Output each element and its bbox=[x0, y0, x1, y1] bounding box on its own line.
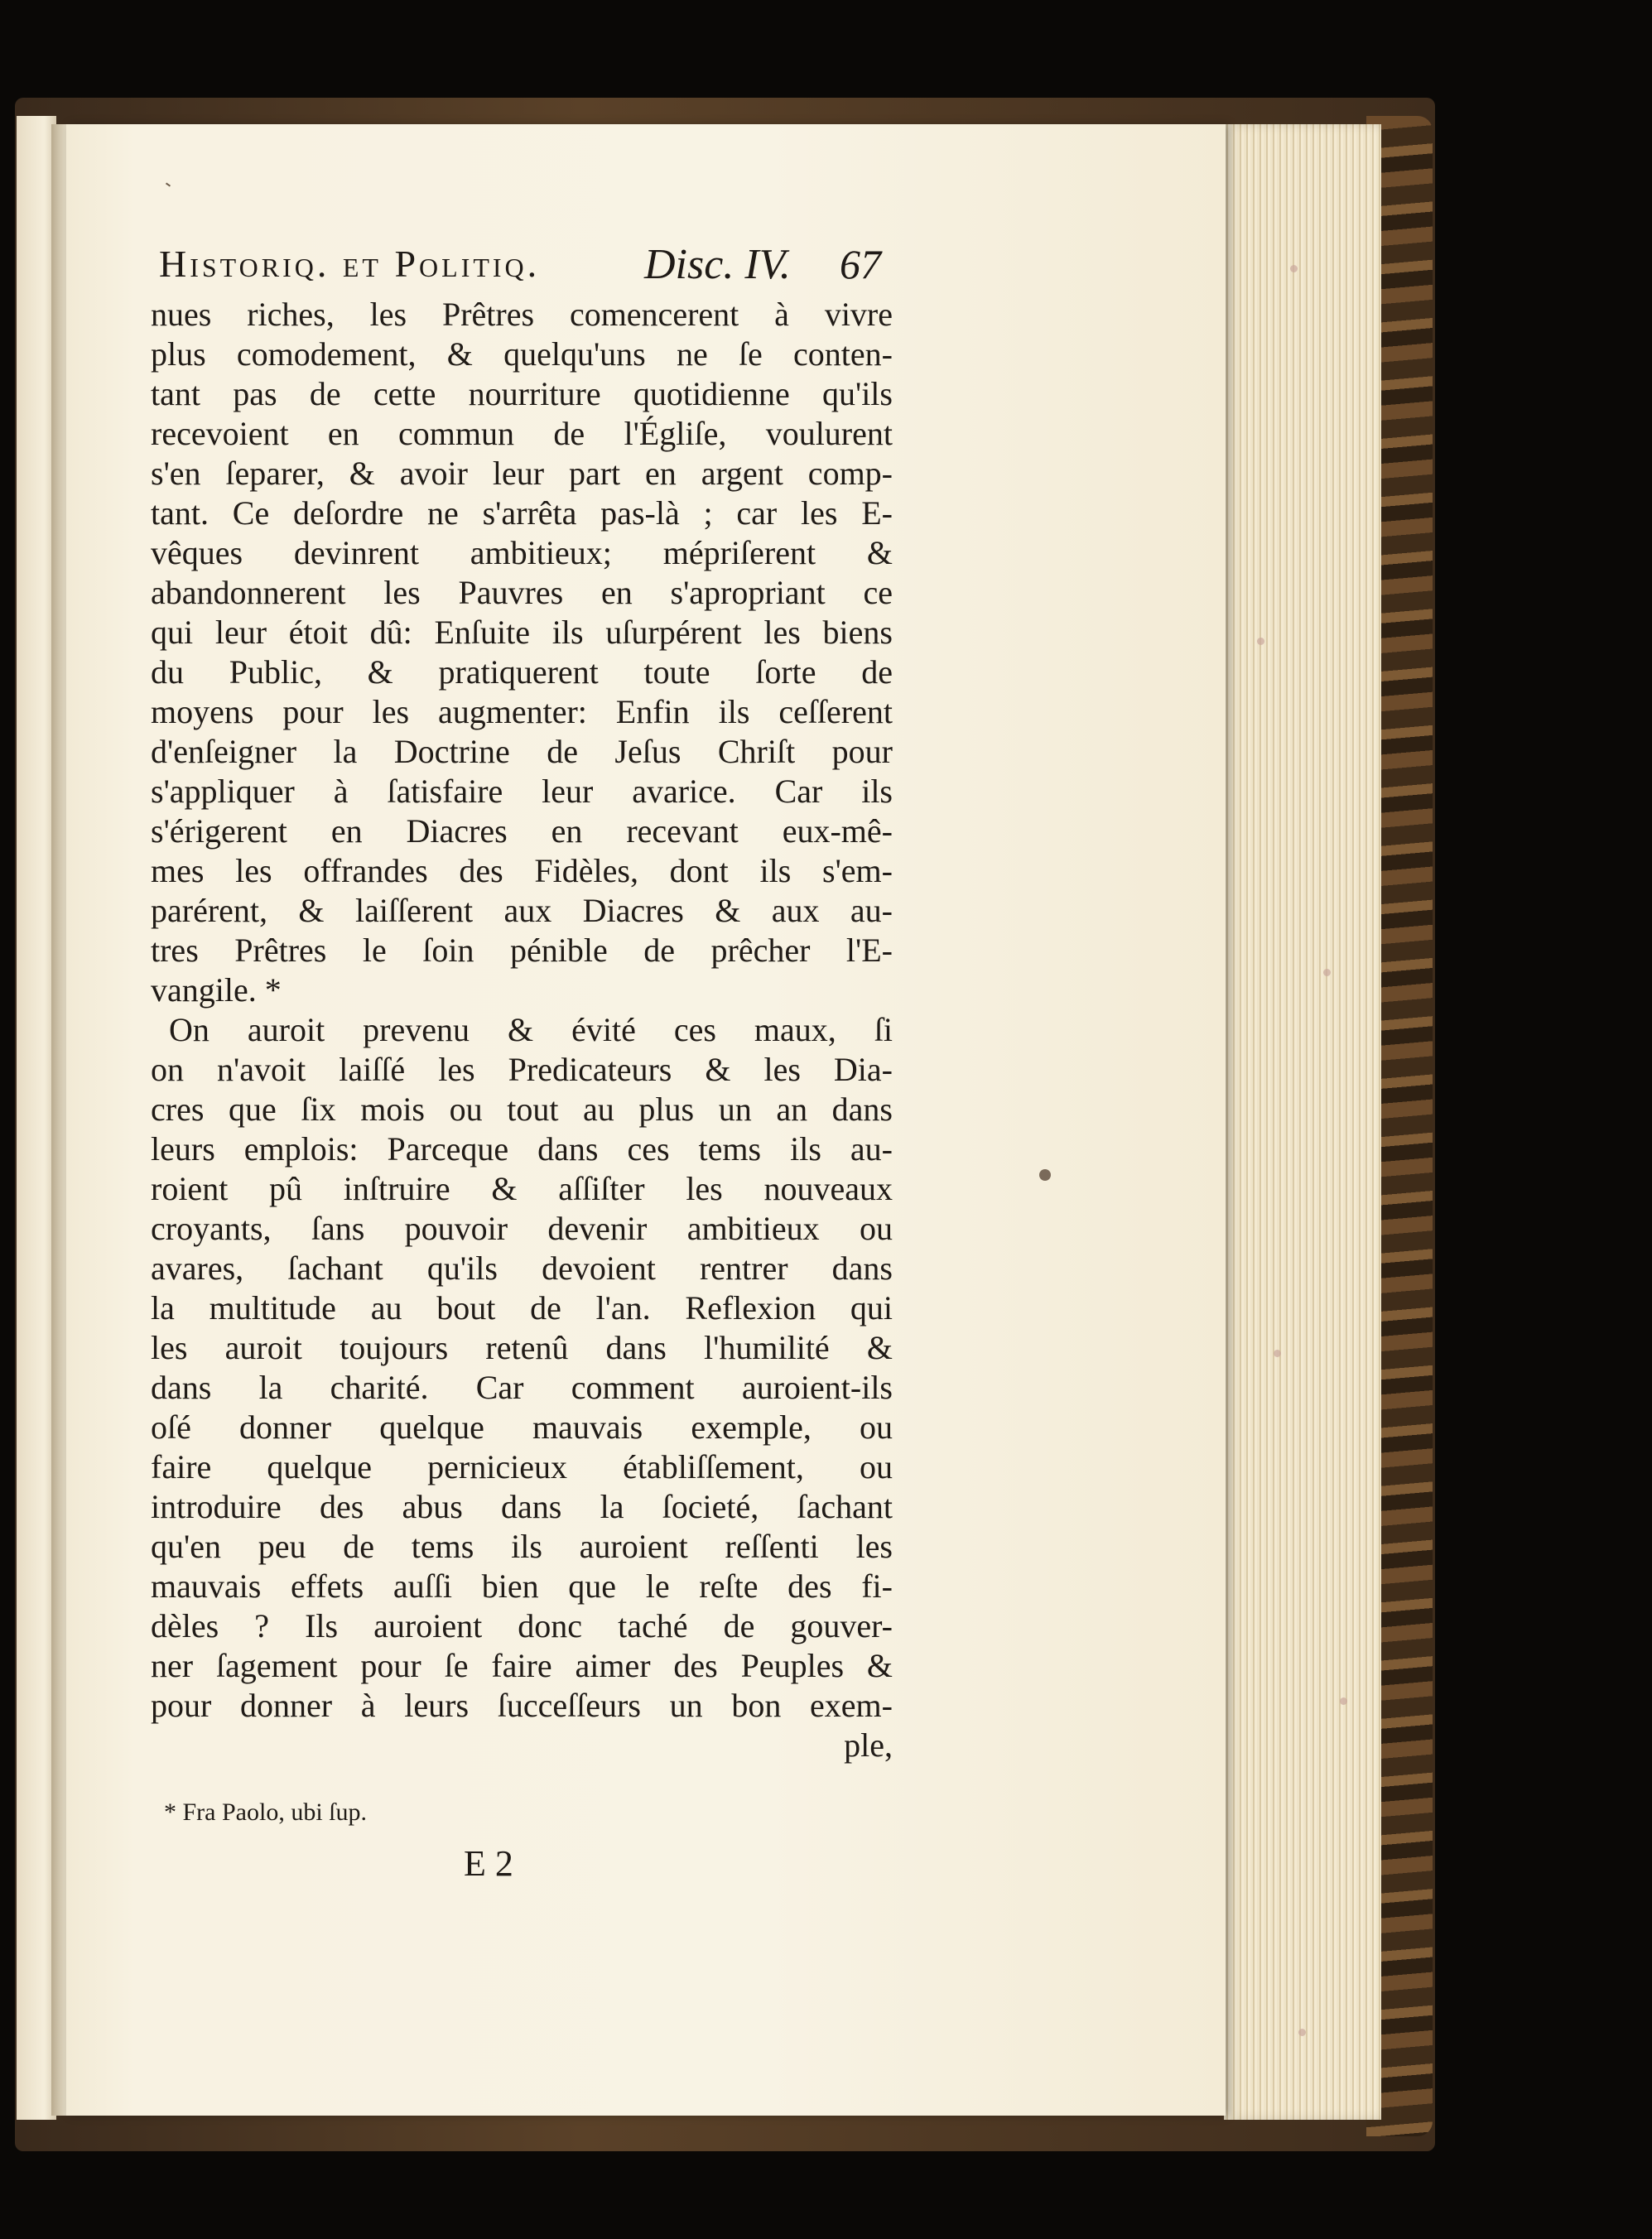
text-line: dèles ? Ils auroient donc taché de gouver- bbox=[151, 1607, 893, 1644]
signature-mark: E 2 bbox=[464, 1843, 513, 1884]
chapter-label: Disc. IV. bbox=[644, 241, 791, 288]
foxing-spot bbox=[1340, 1697, 1347, 1705]
text-line: vêques devinrent ambitieux; mépriſerent & bbox=[151, 534, 893, 571]
text-line: On auroit prevenu & évité ces maux, ſi bbox=[169, 1011, 893, 1048]
text-line: moyens pour les augmenter: Enfin ils ceſſerent bbox=[151, 693, 893, 730]
text-line: tant pas de cette nourriture quotidienne qu'ils bbox=[151, 375, 893, 412]
text-line: les auroit toujours retenû dans l'humilité & bbox=[151, 1329, 893, 1366]
text-line: s'en ſeparer, & avoir leur part en argent comp- bbox=[151, 455, 893, 492]
text-line: s'érigerent en Diacres en recevant eux-mê- bbox=[151, 812, 893, 850]
text-line: abandonnerent les Pauvres en s'apropriant ce bbox=[151, 574, 893, 611]
text-line: recevoient en commun de l'Égliſe, voulurent bbox=[151, 415, 893, 452]
text-line: s'appliquer à ſatisfaire leur avarice. Car ils bbox=[151, 773, 893, 810]
text-line: roient pû inſtruire & aſſiſter les nouveaux bbox=[151, 1170, 893, 1207]
text-line: mauvais effets auſſi bien que le reſte des fi- bbox=[151, 1567, 893, 1605]
foxing-spot bbox=[1257, 638, 1264, 645]
text-line: croyants, ſans pouvoir devenir ambitieux ou bbox=[151, 1210, 893, 1247]
text-line: on n'avoit laiſſé les Predicateurs & les Dia- bbox=[151, 1051, 893, 1088]
text-line: ner ſagement pour ſe faire aimer des Peuples & bbox=[151, 1647, 893, 1684]
text-line: ple, bbox=[844, 1726, 893, 1764]
running-title: Historiq. et Politiq. bbox=[159, 243, 541, 285]
text-line: mes les offrandes des Fidèles, dont ils s'em- bbox=[151, 852, 893, 889]
text-line: vangile. * bbox=[151, 971, 282, 1009]
facing-page-edge bbox=[17, 116, 56, 2120]
text-line: parérent, & laiſſerent aux Diacres & aux au- bbox=[151, 892, 893, 929]
text-line: faire quelque pernicieux établiſſement, ou bbox=[151, 1448, 893, 1485]
page-edges bbox=[1224, 124, 1381, 2120]
text-line: leurs emplois: Parceque dans ces tems ils au- bbox=[151, 1130, 893, 1168]
text-line: cres que ſix mois ou tout au plus un an dans bbox=[151, 1091, 893, 1128]
text-line: dans la charité. Car comment auroient-ils bbox=[151, 1369, 893, 1406]
text-line: tant. Ce deſordre ne s'arrêta pas-là ; car les E- bbox=[151, 494, 893, 532]
page-number: 67 bbox=[840, 241, 881, 287]
text-line: oſé donner quelque mauvais exemple, ou bbox=[151, 1408, 893, 1446]
body-text bbox=[151, 295, 893, 1765]
ink-speck bbox=[166, 182, 171, 186]
foxing-spot bbox=[1274, 1350, 1281, 1357]
text-line: du Public, & pratiquerent toute ſorte de bbox=[151, 653, 893, 691]
text-line: d'enſeigner la Doctrine de Jeſus Chriſt pour bbox=[151, 733, 893, 770]
text-line: avares, ſachant qu'ils devoient rentrer dans bbox=[151, 1250, 893, 1287]
foxing-spot bbox=[1298, 2029, 1306, 2036]
running-header bbox=[159, 242, 896, 298]
text-line: nues riches, les Prêtres comencerent à vivre bbox=[151, 296, 893, 333]
foxing-spot bbox=[1290, 265, 1298, 272]
text-line: plus comodement, & quelqu'uns ne ſe conten- bbox=[151, 335, 893, 373]
ink-spot bbox=[1039, 1169, 1051, 1181]
text-line: pour donner à leurs ſucceſſeurs un bon exem- bbox=[151, 1687, 893, 1724]
text-line: la multitude au bout de l'an. Reflexion qui bbox=[151, 1289, 893, 1327]
text-line: introduire des abus dans la ſocieté, ſachant bbox=[151, 1488, 893, 1525]
footnote: * Fra Paolo, ubi ſup. bbox=[164, 1798, 367, 1826]
text-line: tres Prêtres le ſoin pénible de prêcher l'E- bbox=[151, 932, 893, 969]
foxing-spot bbox=[1323, 969, 1331, 976]
text-line: qu'en peu de tems ils auroient reſſenti les bbox=[151, 1528, 893, 1565]
text-line: qui leur étoit dû: Enſuite ils uſurpérent les biens bbox=[151, 614, 893, 651]
